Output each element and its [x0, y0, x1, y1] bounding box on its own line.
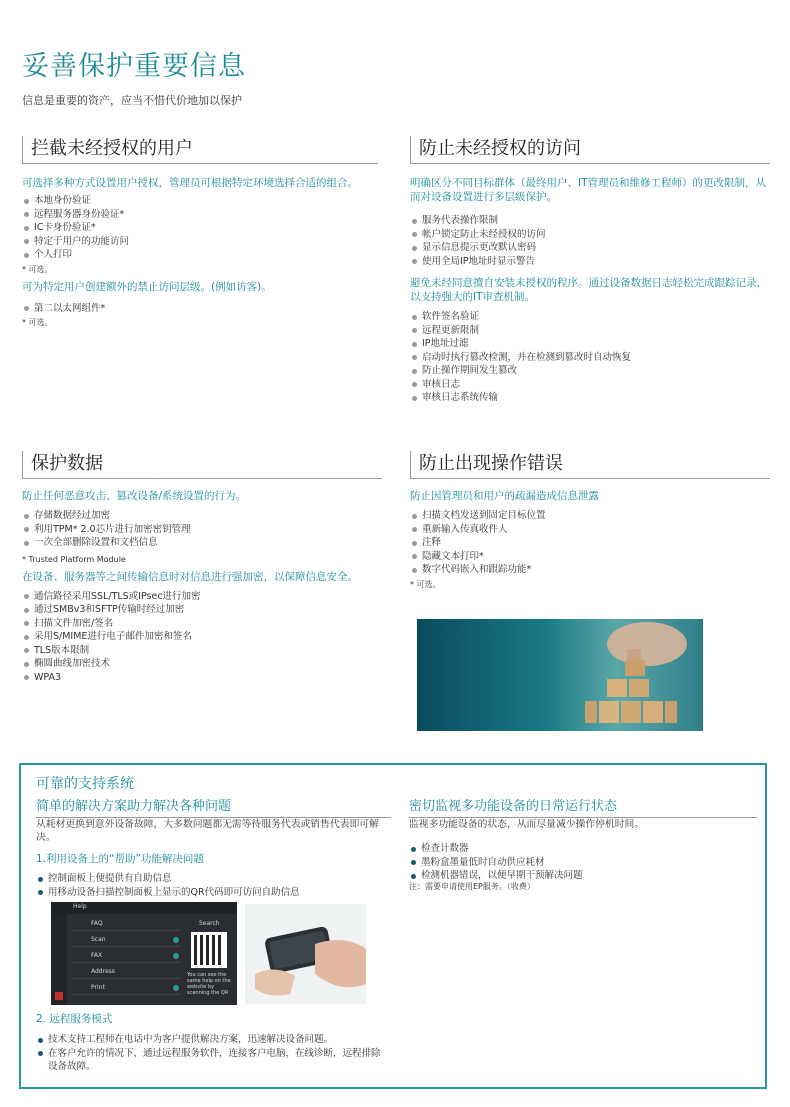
- list-item: IC卡身份验证*: [22, 221, 378, 235]
- heading-text: 保护数据: [31, 453, 103, 474]
- list-item: 启动时执行篡改检测，并在检测到篡改时自动恢复: [410, 351, 770, 365]
- list-item: WPA3: [22, 671, 382, 685]
- lead-text: 防止任何恶意攻击、篡改设备/系统设置的行为。: [22, 490, 247, 502]
- list-item: 隐藏文本打印*: [410, 550, 770, 564]
- footnote: * 可选。: [410, 579, 441, 589]
- row-label: Scan: [91, 936, 106, 943]
- support-right-heading: 密切监视多功能设备的日常运行状态: [409, 795, 757, 818]
- row-label: FAQ: [91, 920, 103, 927]
- list-item: 采用S/MIME进行电子邮件加密和签名: [22, 630, 382, 644]
- lead-text: 防止因管理员和用户的疏漏造成信息泄露: [410, 490, 599, 502]
- section-heading: [410, 451, 770, 479]
- row-label: Print: [91, 984, 105, 991]
- list-item: 一次全部删除设置和文档信息: [22, 536, 382, 550]
- section-prevent-operation-errors: [410, 451, 770, 591]
- screen-header-bar: [51, 902, 237, 914]
- list-item: 显示信息提示更改默认密码: [410, 241, 770, 255]
- lead-text: 避免未经同意擅自安装未授权的程序。通过设备数据日志轻松完成跟踪记录，以支持强大的IT审查机制。: [410, 277, 767, 303]
- list-item: 通过SMBv3和SFTP传输时经过加密: [22, 603, 382, 617]
- heading-text: 拦截未经授权的用户: [31, 138, 193, 159]
- lead-text: 可选择多种方式设置用户授权，管理员可根据特定环境选择合适的组合。: [22, 177, 358, 189]
- list-item: 通信路径采用SSL/TLS或IPsec进行加密: [22, 590, 382, 604]
- support-left-text: 从耗材更换到意外设备故障，大多数问题都无需等待服务代表或销售代表即可解决。: [36, 819, 379, 843]
- list-item: 利用TPM* 2.0芯片进行加密密钥管理: [22, 523, 382, 537]
- heading-text: 防止出现操作错误: [419, 453, 563, 474]
- bullet-list: [409, 842, 749, 883]
- footnote: * 可选。: [22, 318, 53, 327]
- list-item: 椭圆曲线加密技术: [22, 657, 382, 671]
- search-label: Search: [199, 920, 220, 927]
- bullet-list: [22, 194, 378, 262]
- lead-text: 可为特定用户创建额外的禁止访问层级。(例如访客)。: [22, 280, 272, 293]
- remote-service-heading: 2. 远程服务模式: [36, 1013, 113, 1025]
- red-icon: [55, 992, 63, 1000]
- section-block-unauthorized-users: [22, 136, 378, 329]
- badge-dot: [173, 937, 179, 943]
- list-item: 远程服务器身份验证*: [22, 208, 378, 222]
- support-right-text: 监视多功能设备的状态，从而尽量减少操作停机时间。: [409, 819, 645, 830]
- page-title: 妥善保护重要信息: [22, 51, 246, 82]
- list-item: 扫描文件加密/签名: [22, 617, 382, 631]
- section-heading: [410, 136, 770, 164]
- help-header-label: Help: [73, 903, 87, 910]
- list-item: 控制面板上便提供有自助信息: [36, 872, 386, 886]
- list-item: 防止操作期间发生篡改: [410, 364, 770, 378]
- screen-row-scan[interactable]: [71, 933, 181, 947]
- help-function-heading: 1.利用设备上的“帮助”功能解决问题: [36, 853, 204, 865]
- screen-row-print[interactable]: [71, 981, 181, 995]
- list-item: 审核日志: [410, 378, 770, 392]
- list-item: 使用全局IP地址时显示警告: [410, 255, 770, 269]
- section-heading: [22, 451, 382, 479]
- list-item: 审核日志系统传输: [410, 391, 770, 405]
- page-subtitle: 信息是重要的资产，应当不惜代价地加以保护: [22, 94, 242, 107]
- list-item: 重新输入传真收件人: [410, 523, 770, 537]
- badge-dot: [173, 985, 179, 991]
- list-item: 远程更新限制: [410, 324, 770, 338]
- bullet-list: [36, 872, 386, 899]
- support-title: 可靠的支持系统: [36, 776, 134, 792]
- section-prevent-unauthorized-access: [410, 136, 770, 405]
- bullet-list: [22, 509, 382, 550]
- screen-row-faq[interactable]: [71, 917, 181, 931]
- heading-text: 防止未经授权的访问: [419, 138, 581, 159]
- screen-row-address[interactable]: [71, 965, 181, 979]
- bullet-list: [22, 302, 378, 316]
- qr-caption: You can see the same help on the website by scanning the QR: [187, 972, 231, 996]
- row-label: Address: [91, 968, 115, 975]
- section-heading: [22, 136, 378, 164]
- list-item: 个人打印: [22, 248, 378, 262]
- row-label: FAX: [91, 952, 103, 959]
- security-photo: [417, 619, 703, 731]
- control-panel-help-screen: [51, 902, 237, 1005]
- list-item: 服务代表操作限制: [410, 214, 770, 228]
- badge-dot: [173, 953, 179, 959]
- lead-text: 在设备、服务器等之间传输信息时对信息进行强加密，以保障信息安全。: [22, 570, 358, 583]
- lead-text: 明确区分不同目标群体（最终用户、IT管理员和维修工程师）的更改限制，从而对设备设置进行多层级保护。: [410, 177, 767, 203]
- list-item: TLS版本限制: [22, 644, 382, 658]
- list-item: 用移动设备扫描控制面板上显示的QR代码即可访问自助信息: [36, 886, 386, 900]
- list-item: 墨粉盒墨量低时自动供应耗材: [409, 856, 749, 870]
- list-item: 存储数据经过加密: [22, 509, 382, 523]
- list-item: 在客户允许的情况下，通过远程服务软件，连接客户电脑，在线诊断，远程排除设备故障。: [36, 1047, 381, 1074]
- list-item: 软件签名验证: [410, 310, 770, 324]
- list-item: 检测机器错误，以便早期干预解决问题: [409, 869, 749, 883]
- list-item: 本地身份验证: [22, 194, 378, 208]
- list-item: 注释: [410, 536, 770, 550]
- list-item: 特定于用户的功能访问: [22, 235, 378, 249]
- list-item: IP地址过滤: [410, 337, 770, 351]
- screen-row-fax[interactable]: [71, 949, 181, 963]
- qr-code-icon: [191, 932, 227, 968]
- bullet-list: [410, 214, 770, 268]
- bullet-list: [22, 590, 382, 685]
- list-item: 扫描文档发送到固定目标位置: [410, 509, 770, 523]
- support-system-panel: [19, 763, 767, 1089]
- bullet-list: [36, 1033, 381, 1074]
- list-item: 技术支持工程师在电话中为客户提供解决方案，迅速解决设备问题。: [36, 1033, 381, 1047]
- footnote: * 可选。: [22, 264, 53, 274]
- list-item: 帐户锁定防止未经授权的访问: [410, 228, 770, 242]
- support-left-heading: 简单的解决方案助力解决各种问题: [36, 795, 391, 818]
- hand-phone-image: [245, 904, 366, 1004]
- hand-lock-blocks-image: [417, 619, 703, 731]
- footnote: * Trusted Platform Module: [22, 554, 126, 564]
- support-right-note: 注：需要申请使用EP服务。（收费）: [409, 882, 535, 891]
- bullet-list: [410, 509, 770, 577]
- phone-scan-photo: [245, 904, 366, 1004]
- list-item: 第二以太网组件*: [22, 302, 378, 316]
- section-protect-data: [22, 451, 382, 684]
- bullet-list: [410, 310, 770, 405]
- list-item: 检查计数器: [409, 842, 749, 856]
- list-item: 数字代码嵌入和跟踪功能*: [410, 563, 770, 577]
